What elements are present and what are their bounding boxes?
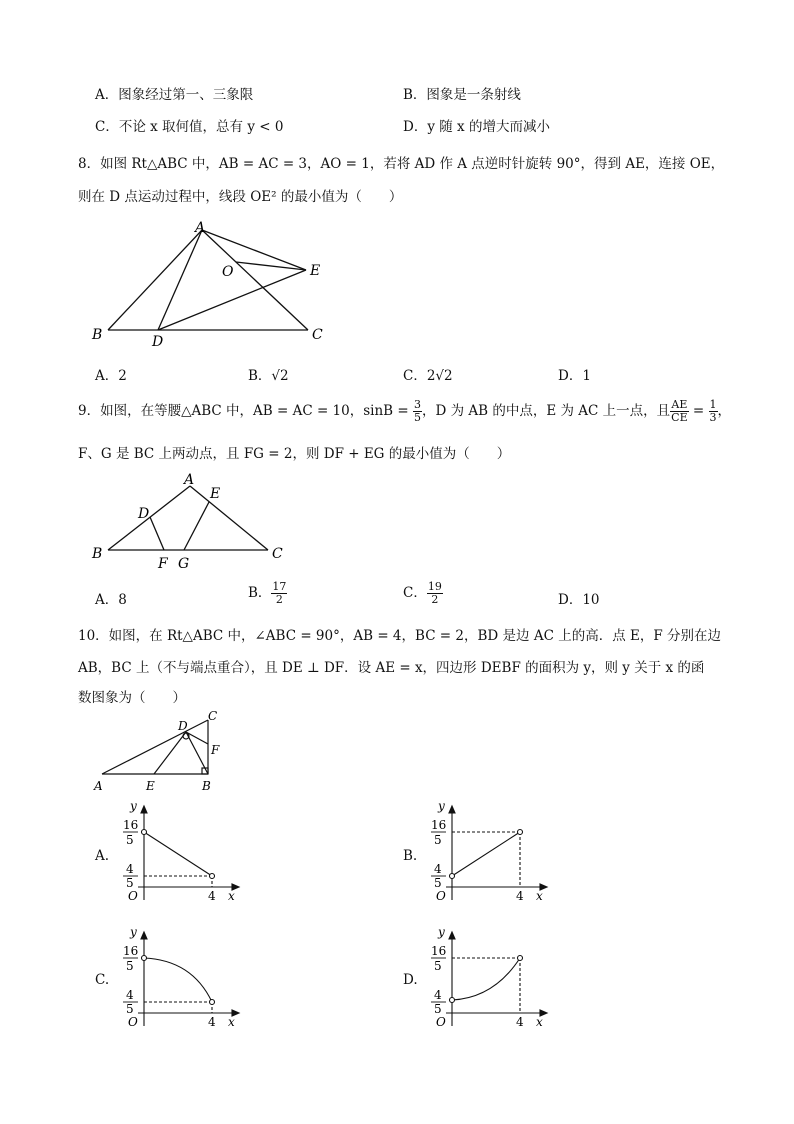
q10-stem-line3: 数图象为（ ） [78,690,186,706]
q8-label-c: C [312,327,323,343]
q7-option-d: D．y 随 x 的增大而减小 [403,119,550,135]
q10-label-b: B [202,779,211,793]
q10-graph-d [418,922,558,1034]
q10-graph-a-open-point-start [142,830,147,835]
q10-label-a: A [94,779,103,793]
q10-graph-b-label-4: 4 [434,862,442,876]
q10-figure [88,706,238,796]
q9-stem-part3: ， [717,403,732,419]
q9-label-c: C [272,546,283,562]
q9-ratio-numerator: AE [671,398,688,411]
q10-graph-c-label-16: 16 [123,944,139,958]
q7-option-a: A．图象经过第一、三象限 [95,87,254,103]
q10-graph-d-origin: O [436,1015,446,1029]
q8-segment-ac [202,230,308,330]
q9-option-d: D．10 [558,592,600,608]
q10-graph-b-label-16: 16 [431,818,447,832]
q8-label-a: A [195,220,206,236]
q10-graph-d-label-5-top: 5 [434,959,442,973]
q10-graph-d-label-5-bottom: 5 [434,1002,442,1016]
q10-graph-b-curve [452,832,520,876]
q8-option-b: B．√2 [248,368,289,384]
q8-option-d: D．1 [558,368,591,384]
q9-segment-df [150,517,164,550]
q10-graph-d-label-16: 16 [431,944,447,958]
q10-graph-d-x-label: x [536,1015,543,1029]
q10-option-b-letter: B. [403,848,418,864]
q10-graph-a-open-point-end [210,874,215,879]
q9-option-b-numerator: 17 [272,580,287,593]
q10-graph-b-label-5-bottom: 5 [434,876,442,890]
q10-graph-b-x-tick-4: 4 [516,889,524,903]
q10-graph-d-label-4: 4 [434,988,442,1002]
q9-stem-line1 [78,398,731,424]
q10-option-a-letter: A. [95,848,110,864]
q9-stem-line2: F、G 是 BC 上两动点，且 FG = 2，则 DF + EG 的最小值为（ ） [78,446,511,462]
q10-graph-a-x-label: x [228,889,235,903]
q9-label-d: D [138,506,150,522]
q10-graph-c-label-4: 4 [126,988,134,1002]
q10-graph-c-label-5-bottom: 5 [126,1002,134,1016]
q9-sin-denominator: 5 [413,411,421,424]
q9-segment-ac [190,486,268,550]
q8-option-c: C．2√2 [403,368,453,384]
q9-ratio-value [709,399,718,424]
q9-stem-part1: 9．如图，在等腰△ABC 中，AB = AC = 10，sinB = [78,403,413,419]
q9-segment-eg [184,502,209,550]
q10-graph-c [110,922,250,1034]
q10-graph-b-y-arrow [449,806,455,813]
q9-ratio-denominator: CE [671,411,688,424]
q8-figure [80,218,340,348]
q10-segment-ac [102,720,208,774]
q9-label-a: A [184,472,195,488]
q9-label-g: G [178,556,190,572]
q8-stem-line2: 则在 D 点运动过程中，线段 OE² 的最小值为（ ） [78,189,403,205]
q9-ratio-value-denominator: 3 [709,411,717,424]
q10-graph-b-origin: O [436,889,446,903]
q10-graph-d-y-arrow [449,932,455,939]
q10-graph-c-y-arrow [141,932,147,939]
q10-graph-b-open-point-end [518,830,523,835]
q8-stem-line1: 8．如图 Rt△ABC 中，AB = AC = 3，AO = 1，若将 AD 作 A 点逆时针旋转 90°，得到 AE，连接 OE， [78,156,725,172]
q10-graph-a-label-4: 4 [126,862,134,876]
q10-graph-a-x-tick-4: 4 [208,889,216,903]
q9-option-c-letter: C． [403,585,427,601]
q10-graph-a-label-5-bottom: 5 [126,876,134,890]
q10-graph-a-y-arrow [141,806,147,813]
q10-graph-a-origin: O [128,889,138,903]
q9-option-c [403,580,443,606]
q10-graph-c-x-tick-4: 4 [208,1015,216,1029]
q10-graph-c-open-point-end [210,1000,215,1005]
q10-label-f: F [211,743,220,757]
q8-option-a: A．2 [95,368,127,384]
q9-option-c-denominator: 2 [431,593,439,606]
q10-graph-b [418,796,558,908]
q10-graph-c-label-5-top: 5 [126,959,134,973]
q10-graph-c-origin: O [128,1015,138,1029]
q10-graph-c-y-label: y [130,925,137,939]
q10-label-c: C [208,709,218,723]
q9-label-b: B [92,546,103,562]
q9-option-b [248,580,287,606]
q10-graph-b-open-point-start [450,874,455,879]
q10-graph-c-x-label: x [228,1015,235,1029]
q9-figure [88,470,298,574]
q7-option-c: C．不论 x 取何值，总有 y < 0 [95,119,284,135]
q8-label-d: D [152,334,164,348]
q9-option-b-denominator: 2 [275,593,283,606]
q10-graph-a-y-label: y [130,799,137,813]
q9-option-c-numerator: 19 [427,580,442,593]
q10-label-d: D [178,719,188,733]
q10-graph-b-y-label: y [438,799,445,813]
q10-graph-d-y-label: y [438,925,445,939]
q10-graph-d-x-tick-4: 4 [516,1015,524,1029]
q10-label-e: E [146,779,155,793]
q10-graph-a-curve [144,832,212,876]
q10-option-d-letter: D. [403,972,418,988]
q9-stem-part2: ，D 为 AB 的中点，E 为 AC 上一点，且 [421,403,671,419]
q10-graph-d-curve [452,958,520,1000]
q9-label-f: F [158,556,168,572]
q10-graph-a-label-16: 16 [123,818,139,832]
q9-label-e: E [210,486,221,502]
q10-segment-de [154,732,186,774]
q10-stem-line2: AB，BC 上（不与端点重合），且 DE ⊥ DF．设 AE = x，四边形 DEBF 的面积为 y，则 y 关于 x 的函 [78,660,705,676]
q10-graph-d-open-point-end [518,956,523,961]
q7-option-b: B．图象是一条射线 [403,87,521,103]
q9-option-c-fraction [427,581,443,606]
q10-graph-a [110,796,250,908]
q10-stem-line1: 10．如图，在 Rt△ABC 中，∠ABC = 90°，AB = 4，BC = 2，BD 是边 AC 上的高．点 E，F 分别在边 [78,628,722,644]
q8-label-b: B [92,327,103,343]
q10-graph-c-curve [144,958,212,1002]
q9-ratio-value-numerator: 1 [709,398,717,411]
q9-option-b-letter: B． [248,585,272,601]
q10-graph-d-open-point-start [450,998,455,1003]
q10-graph-b-label-5-top: 5 [434,833,442,847]
q9-ratio-equals: = [688,403,709,419]
q9-sin-numerator: 3 [413,398,421,411]
q9-option-b-fraction [271,581,287,606]
q9-sin-fraction [413,399,422,424]
q8-label-e: E [310,263,321,279]
q9-option-a: A．8 [95,592,127,608]
q10-option-c-letter: C. [95,972,110,988]
q10-graph-b-x-label: x [536,889,543,903]
q10-graph-c-open-point-start [142,956,147,961]
q10-graph-a-label-5-top: 5 [126,833,134,847]
q9-ratio-fraction [670,399,688,424]
q8-segment-ab [108,230,202,330]
q8-label-o: O [222,264,234,280]
